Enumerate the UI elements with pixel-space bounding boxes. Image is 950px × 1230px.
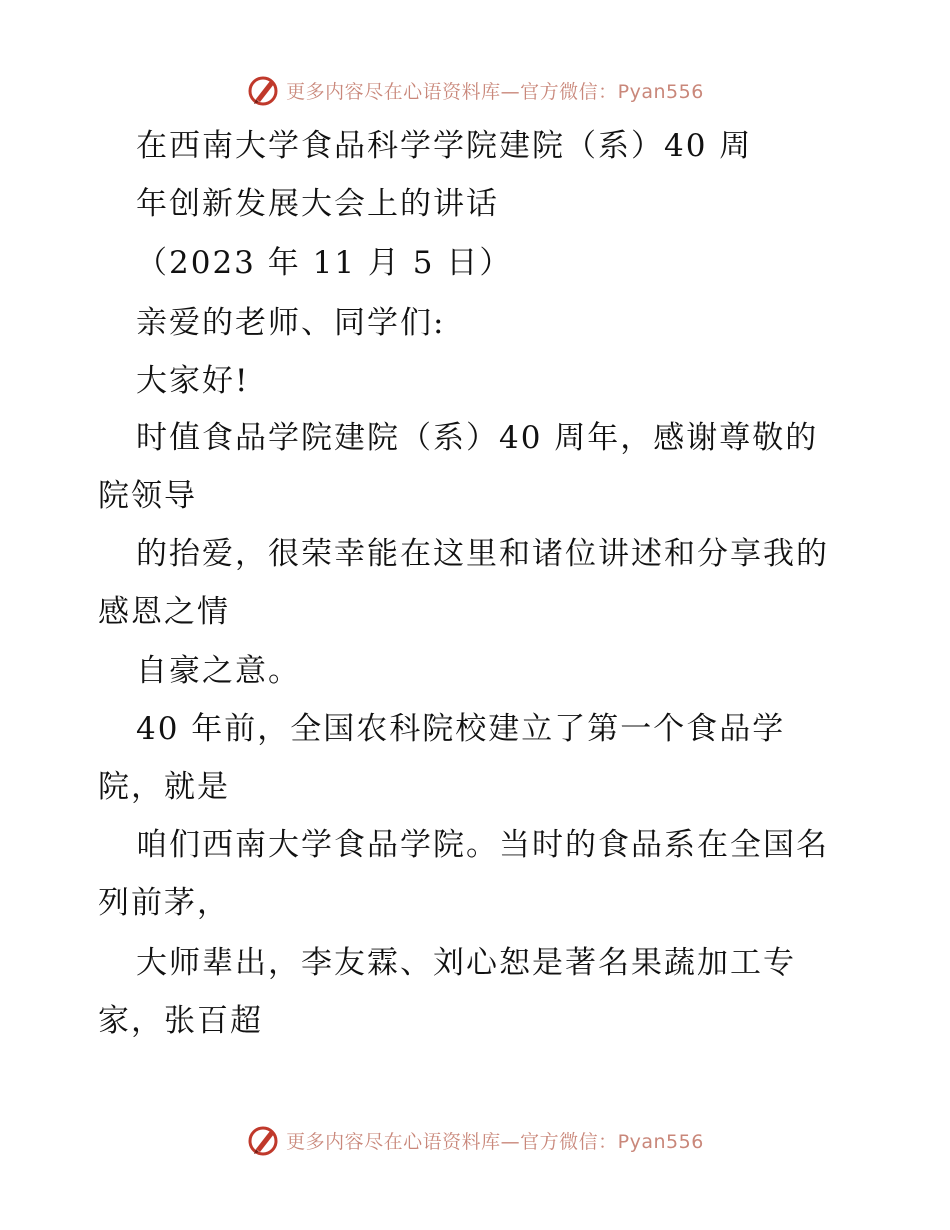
paragraph-3-line1: 自豪之意。 [136, 653, 301, 689]
paragraph-1-line2: 院领导 [98, 478, 197, 514]
paragraph-2-line1: 的抬爱，很荣幸能在这里和诸位讲述和分享我的 [136, 536, 829, 572]
header-banner-text: 更多内容尽在心语资料库—官方微信：Pyan556 [286, 80, 704, 103]
paragraph-6-line1: 大师辈出，李友霖、刘心恕是著名果蔬加工专 [136, 945, 796, 981]
document-title-line1: 在西南大学食品科学学院建院（系）40 周 [136, 128, 753, 164]
greeting: 大家好! [136, 363, 250, 399]
footer-banner [0, 1120, 950, 1160]
pen-logo-icon [246, 73, 280, 107]
document-title-line2: 年创新发展大会上的讲话 [136, 186, 499, 222]
header-banner [0, 70, 950, 110]
paragraph-4-line1: 40 年前，全国农科院校建立了第一个食品学 [136, 711, 786, 747]
salutation: 亲爱的老师、同学们: [136, 305, 446, 341]
paragraph-6-line2: 家，张百超 [98, 1003, 263, 1039]
paragraph-2-line2: 感恩之情 [98, 594, 230, 630]
paragraph-1-line1: 时值食品学院建院（系）40 周年，感谢尊敬的 [136, 420, 819, 456]
footer-banner-text: 更多内容尽在心语资料库—官方微信：Pyan556 [286, 1130, 704, 1153]
paragraph-4-line2: 院，就是 [98, 769, 230, 805]
paragraph-5-line1: 咱们西南大学食品学院。当时的食品系在全国名 [136, 827, 829, 863]
paragraph-5-line2: 列前茅， [98, 885, 230, 921]
document-date: （2023 年 11 月 5 日） [136, 245, 513, 281]
pen-logo-icon [246, 1123, 280, 1157]
